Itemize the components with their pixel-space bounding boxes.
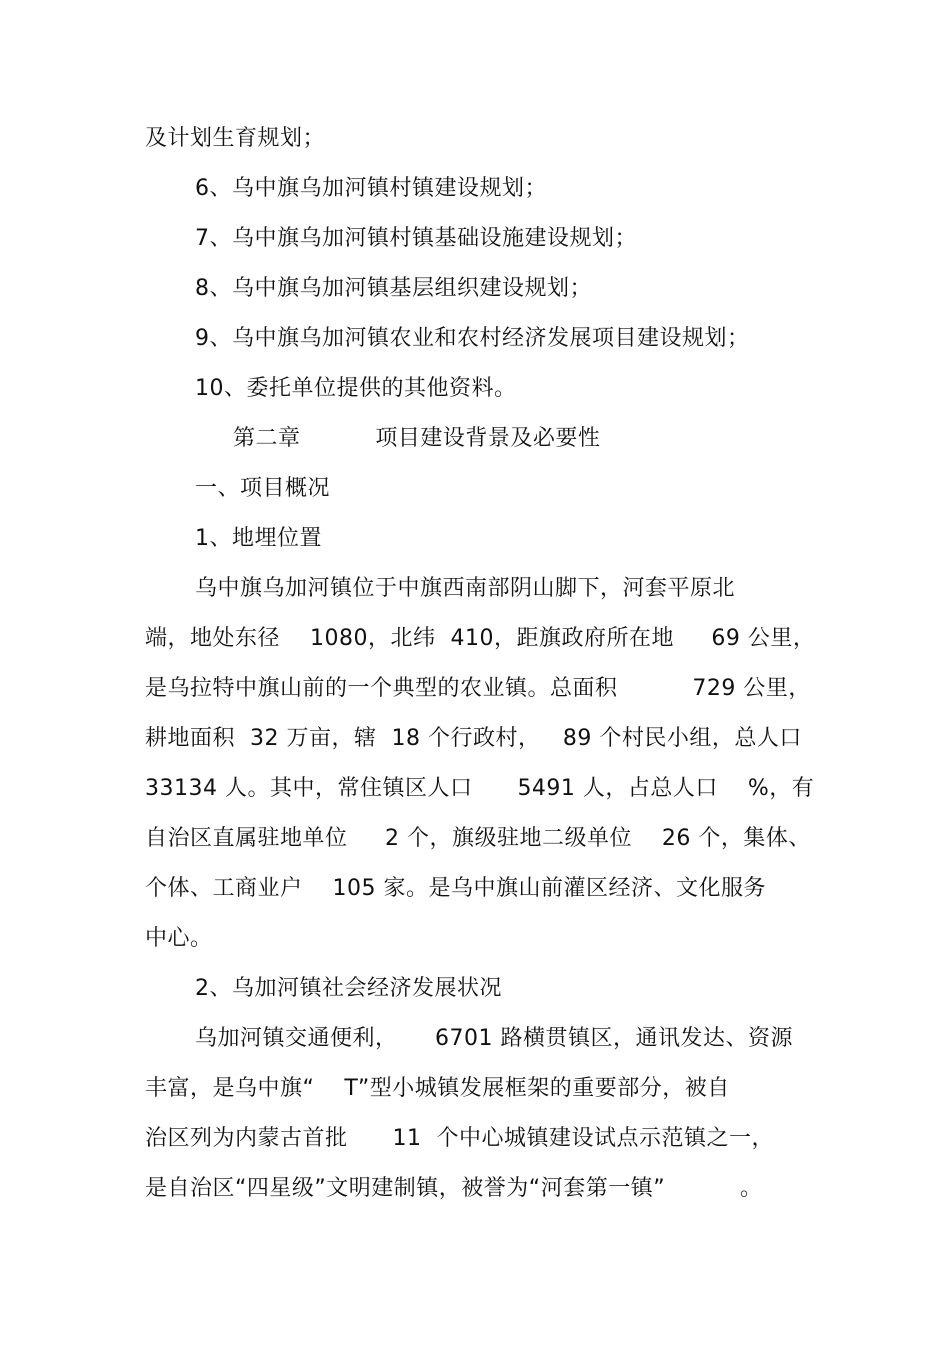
paragraph-line: 乌中旗乌加河镇位于中旗西南部阴山脚下，河套平原北 (195, 576, 736, 601)
paragraph-line: 乌加河镇交通便利， 6701 路横贯镇区，通讯发达、资源 (195, 1026, 793, 1051)
text-line: 及计划生育规划； (145, 126, 326, 151)
paragraph-line: 耕地面积 32 万亩，辖 18 个行政村， 89 个村民小组，总人口 (145, 726, 802, 751)
paragraph-line: 个体、工商业户 105 家。是乌中旗山前灌区经济、文化服务 (145, 876, 766, 901)
chapter-heading: 第二章 项目建设背景及必要性 (233, 426, 601, 451)
paragraph-line: 33134 人。其中，常住镇区人口 5491 人，占总人口 %，有 (145, 776, 815, 801)
list-item-7: 7、乌中旗乌加河镇村镇基础设施建设规划； (195, 226, 637, 251)
paragraph-line: 是乌拉特中旗山前的一个典型的农业镇。总面积 729 公里， (145, 676, 811, 701)
list-item-9: 9、乌中旗乌加河镇农业和农村经济发展项目建设规划； (195, 326, 750, 351)
paragraph-line: 中心。 (145, 926, 213, 951)
list-item-6: 6、乌中旗乌加河镇村镇建设规划； (195, 176, 547, 201)
paragraph-line: 自治区直属驻地单位 2 个，旗级驻地二级单位 26 个，集体、 (145, 826, 811, 851)
subsection-heading: 1、地埋位置 (195, 526, 322, 551)
subsection-heading: 2、乌加河镇社会经济发展状况 (195, 976, 502, 1001)
paragraph-line: 治区列为内蒙古首批 11 个中心城镇建设试点示范镇之一， (145, 1126, 774, 1151)
paragraph-line: 丰富，是乌中旗“ T”型小城镇发展框架的重要部分，被自 (145, 1076, 730, 1101)
paragraph-line: 端，地处东径 1080，北纬 410，距旗政府所在地 69 公里， (145, 626, 816, 651)
list-item-8: 8、乌中旗乌加河镇基层组织建设规划； (195, 276, 592, 301)
list-item-10: 10、委托单位提供的其他资料。 (195, 376, 517, 401)
section-heading: 一、项目概况 (195, 476, 331, 501)
paragraph-line: 是自治区“四星级”文明建制镇，被誉为“河套第一镇” 。 (145, 1176, 763, 1201)
